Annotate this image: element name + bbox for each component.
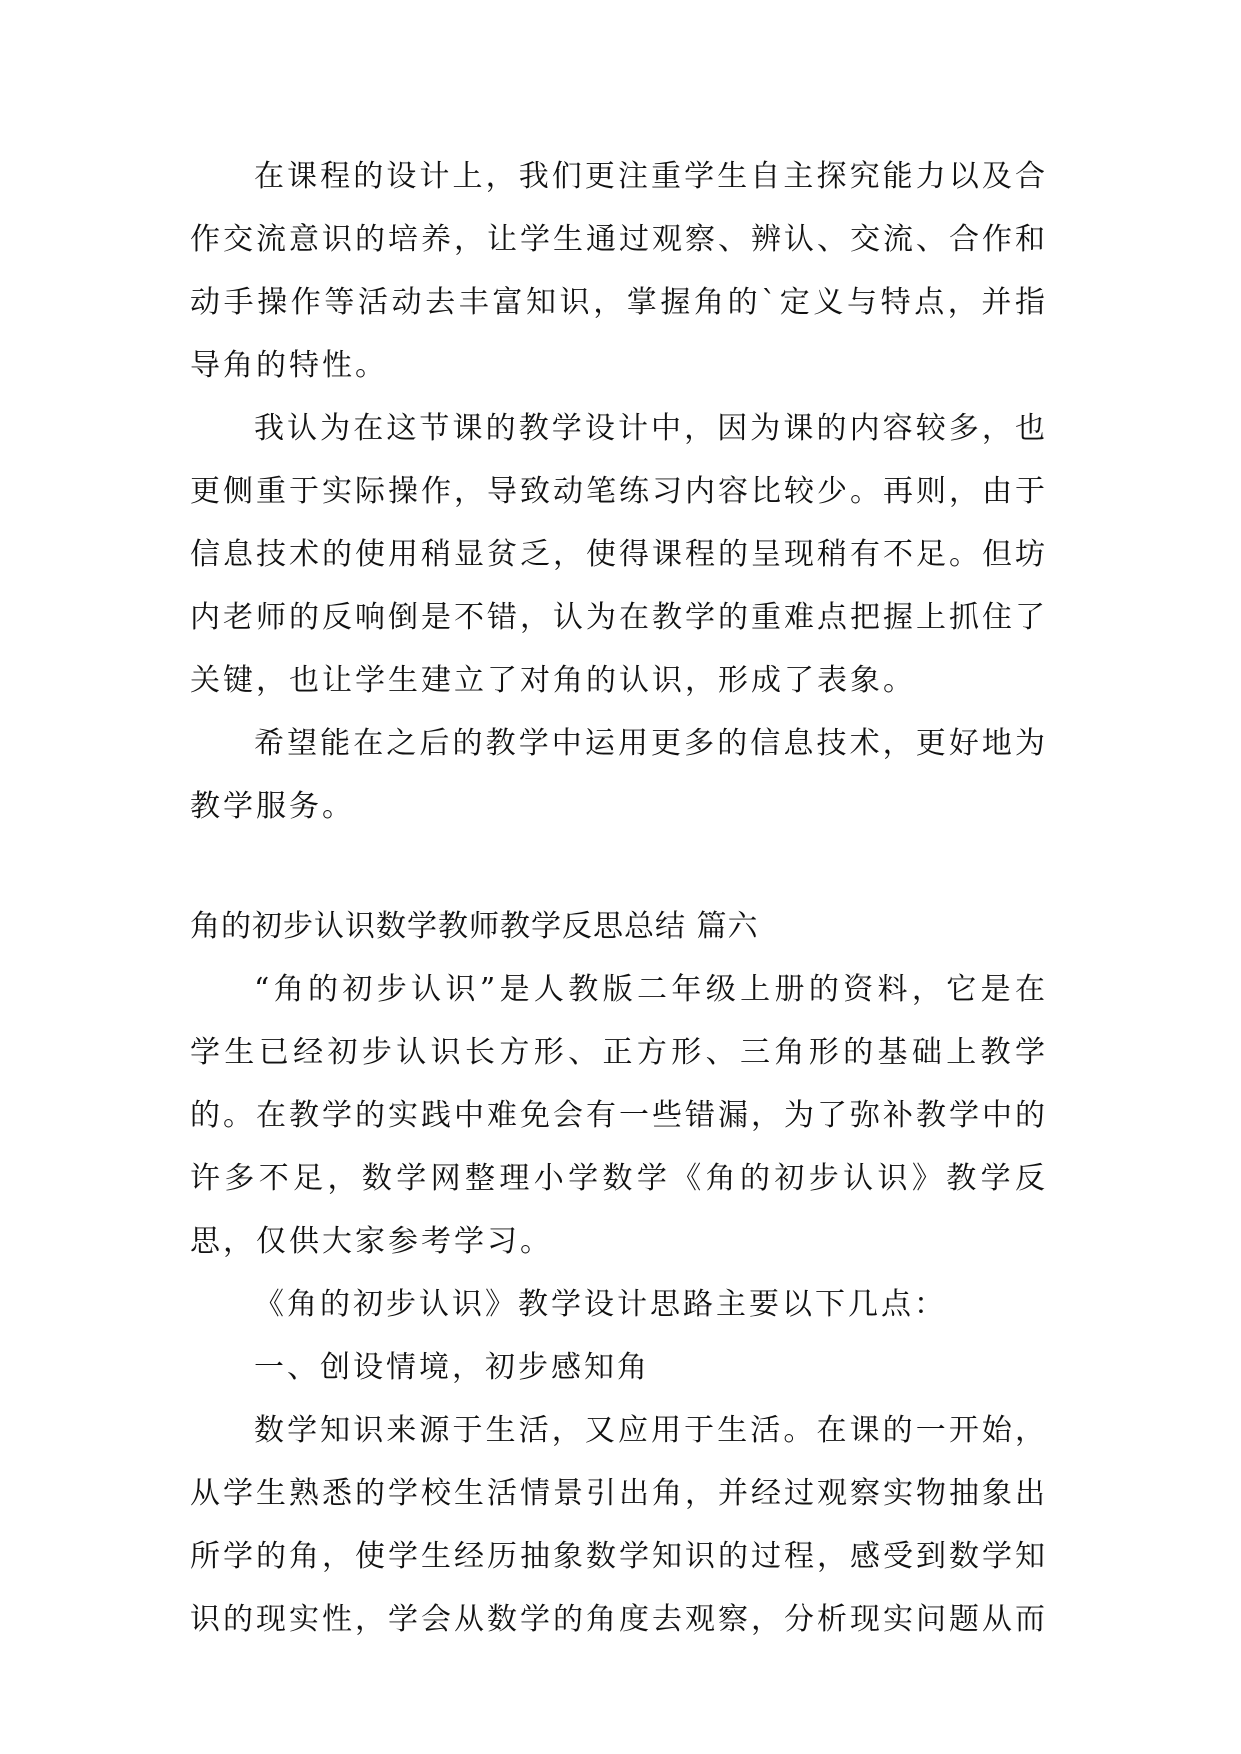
paragraph-point-one: 一、创设情境，初步感知角 [254, 1350, 650, 1385]
paragraph-course-design: 在课程的设计上，我们更注重学生自主探究能力以及合作交流意识的培养，让学生通过观察、辨认、交流、合作和动手操作等活动去丰富知识，掌握角的`定义与特点，并指导角的特性。 [190, 159, 1048, 383]
paragraph-intro: “角的初步认识”是人教版二年级上册的资料，它是在学生已经初步认识长方形、正方形、三角形的基础上教学的。在教学的实践中难免会有一些错漏，为了弥补教学中的许多不足，数学网整理小学数学《角的初步认识》教学反思，仅供大家参考学习。 [190, 972, 1048, 1259]
paragraph-design-points: 《角的初步认识》教学设计思路主要以下几点： [254, 1287, 947, 1322]
paragraph-hope: 希望能在之后的教学中运用更多的信息技术，更好地为教学服务。 [190, 726, 1048, 824]
paragraph-reflection: 我认为在这节课的教学设计中，因为课的内容较多，也更侧重于实际操作，导致动笔练习内容比较少。再则，由于信息技术的使用稍显贫乏，使得课程的呈现稍有不足。但坊内老师的反响倒是不错，认为在教学的重难点把握上抓住了关键，也让学生建立了对角的认识，形成了表象。 [190, 411, 1048, 698]
section-heading: 角的初步认识数学教师教学反思总结 篇六 [190, 909, 759, 944]
document-page [190, 145, 1048, 1651]
paragraph-life-math: 数学知识来源于生活，又应用于生活。在课的一开始，从学生熟悉的学校生活情景引出角，并经过观察实物抽象出所学的角，使学生经历抽象数学知识的过程，感受到数学知识的现实性，学会从数学的角度去观察，分析现实问题从而 [190, 1413, 1048, 1637]
